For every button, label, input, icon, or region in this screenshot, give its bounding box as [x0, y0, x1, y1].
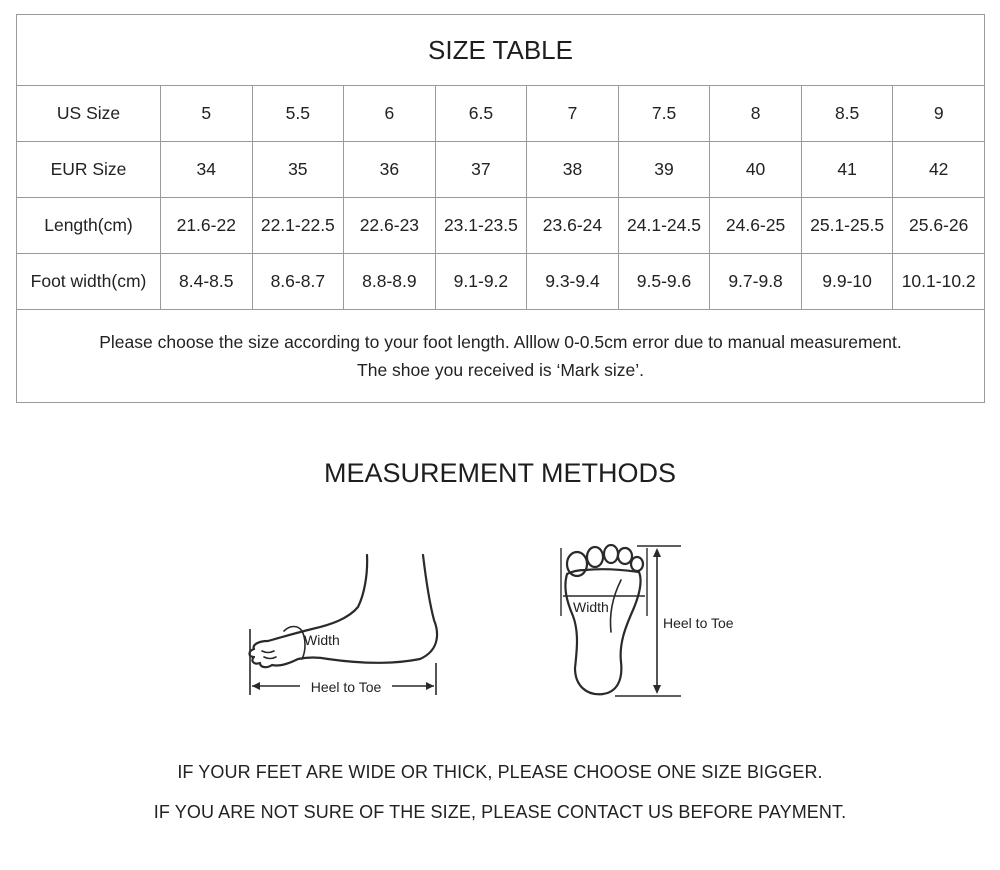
arch-line [610, 580, 621, 632]
us-size-row [17, 86, 985, 142]
width-bracket [284, 627, 305, 660]
little-toe [631, 557, 643, 571]
table-cell: 42 [893, 142, 985, 198]
top-arrowhead-down [653, 685, 661, 694]
measurement-methods-title: MEASUREMENT METHODS [323, 458, 677, 488]
side-arrowhead-right [426, 682, 434, 690]
foot-width-row [17, 254, 985, 310]
table-cell: 8 [710, 86, 802, 142]
toe-line-2 [264, 657, 276, 659]
table-cell: 8.6-8.7 [252, 254, 344, 310]
side-width-label: Width [304, 632, 340, 648]
table-cell: 40 [710, 142, 802, 198]
table-cell: 22.1-22.5 [252, 198, 344, 254]
table-cell: 5.5 [252, 86, 344, 142]
size-table-title: SIZE TABLE [17, 15, 985, 86]
size-table [16, 14, 985, 403]
sole-outline [565, 569, 640, 694]
table-cell: 25.1-25.5 [801, 198, 893, 254]
top-length-label: Heel to Toe [663, 615, 734, 631]
table-cell: 34 [161, 142, 253, 198]
top-arrowhead-up [653, 548, 661, 557]
eur-size-row [17, 142, 985, 198]
table-cell: 22.6-23 [344, 198, 436, 254]
table-cell: 39 [618, 142, 710, 198]
toe-2 [587, 547, 603, 567]
advice-contact: IF YOU ARE NOT SURE OF THE SIZE, PLEASE CONTACT US BEFORE PAYMENT. [153, 802, 847, 822]
table-cell: 38 [527, 142, 619, 198]
table-cell: 8.4-8.5 [161, 254, 253, 310]
table-cell: 7.5 [618, 86, 710, 142]
table-cell: 6 [344, 86, 436, 142]
table-cell: 21.6-22 [161, 198, 253, 254]
table-cell: 9.9-10 [801, 254, 893, 310]
table-cell: 37 [435, 142, 527, 198]
table-cell: 35 [252, 142, 344, 198]
table-cell: 24.6-25 [710, 198, 802, 254]
table-cell: 41 [801, 142, 893, 198]
table-cell: 5 [161, 86, 253, 142]
size-note-line-1: Please choose the size according to your foot length. Alllow 0-0.5cm error due to manual measurement. [99, 332, 902, 352]
table-cell: 9.5-9.6 [618, 254, 710, 310]
row-label: EUR Size [17, 142, 161, 198]
table-cell: 23.6-24 [527, 198, 619, 254]
leg-back-outline [328, 555, 437, 663]
table-cell: 9.3-9.4 [527, 254, 619, 310]
table-cell: 24.1-24.5 [618, 198, 710, 254]
side-arrowhead-left [252, 682, 260, 690]
side-length-label: Heel to Toe [310, 679, 382, 695]
foot-top-view-diagram [555, 540, 765, 705]
foot-side-view-diagram [240, 545, 455, 705]
table-cell: 36 [344, 142, 436, 198]
size-note-line-2: The shoe you received is ‘Mark size’. [357, 360, 644, 380]
toe-4 [618, 548, 632, 564]
top-width-label: Width [573, 599, 609, 615]
advice-wide-feet: IF YOUR FEET ARE WIDE OR THICK, PLEASE CHOOSE ONE SIZE BIGGER. [177, 762, 823, 782]
table-cell: 9.7-9.8 [710, 254, 802, 310]
toe-3 [604, 545, 618, 563]
table-cell: 10.1-10.2 [893, 254, 985, 310]
leg-front-outline [268, 555, 367, 641]
table-cell: 7 [527, 86, 619, 142]
table-cell: 9.1-9.2 [435, 254, 527, 310]
length-row [17, 198, 985, 254]
table-cell: 23.1-23.5 [435, 198, 527, 254]
table-cell: 25.6-26 [893, 198, 985, 254]
row-label: Foot width(cm) [17, 254, 161, 310]
table-cell: 6.5 [435, 86, 527, 142]
table-cell: 8.5 [801, 86, 893, 142]
size-note [17, 310, 985, 403]
table-cell: 9 [893, 86, 985, 142]
row-label: US Size [17, 86, 161, 142]
table-cell: 8.8-8.9 [344, 254, 436, 310]
toe-line-1 [262, 651, 274, 653]
row-label: Length(cm) [17, 198, 161, 254]
